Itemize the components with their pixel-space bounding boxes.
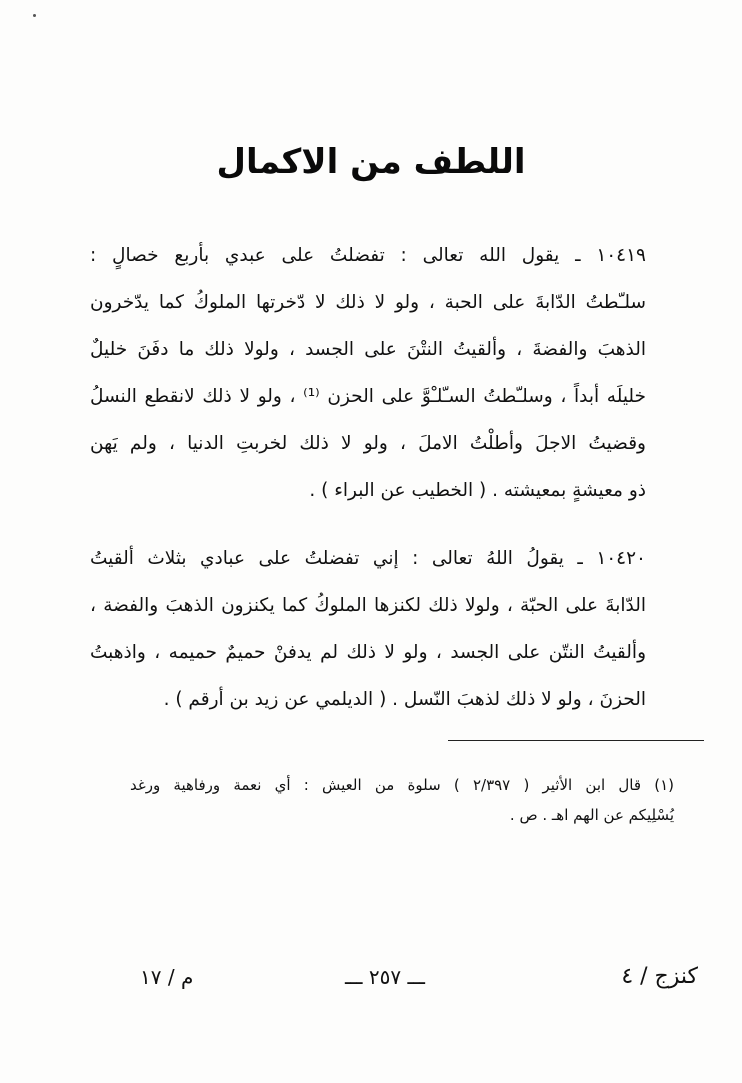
text-line: ١٠٤٢٠ ـ يقولُ اللهُ تعالى : إني تفضلتُ على عبادي بثلاث ألقيتُ [90, 548, 646, 569]
text-line: ذو معيشةٍ بمعيشته . ( الخطيب عن البراء ) . [309, 480, 646, 501]
page-speck [33, 14, 36, 17]
text-line: الحزنَ ، ولو لا ذلك لذهبَ النّسل . ( الديلمي عن زيد بن أرقم ) . [163, 689, 646, 710]
footnote-line: (١) قال ابن الأثير ( ٢/٣٩٧ ) سلوة من العيش : أي نعمة ورفاهية ورغد [130, 776, 674, 794]
footnote-divider [448, 740, 704, 741]
text-line: الدّابةَ على الحبّة ، ولولا ذلك لكنزها الملوكُ كما يكنزون الذهبَ والفضة ، [90, 595, 646, 616]
page-number: ـــ ٢٥٧ ـــ [344, 965, 426, 989]
text-line: وألقيتُ النتّن على الجسد ، ولو لا ذلك لم يدفنْ حميمٌ حميمه ، واذهبتُ [90, 642, 646, 663]
footnote-line: يُسْلِيكم عن الهم اهـ . ص . [509, 806, 674, 824]
hadith-10419 [90, 232, 646, 514]
text-line: سلـّطتُ الدّابةَ على الحبة ، ولو لا ذلك لا دّخرتها الملوكُ كما يدّخرون [90, 292, 646, 313]
text-line: وقضيتُ الاجلَ وأطلْتُ الاملَ ، ولو لا ذلك لخربتِ الدنيا ، ولم يَهن [90, 433, 646, 454]
text-line: الذهبَ والفضةَ ، وألقيتُ النتْنَ على الجسد ، ولولا ذلك ما دفَنَ خليلٌ [90, 339, 646, 360]
footer-volume-mark: كنزج / ٤ [621, 964, 698, 989]
section-title: اللطف من الاكمال [216, 142, 526, 182]
footer-signature-mark: م / ١٧ [140, 965, 194, 989]
text-line: خليلَه أبداً ، وسلـّطتُ السـّلـْوَّ على الحزن ⁽¹⁾ ، ولو لا ذلك لانقطع النسلُ [90, 386, 646, 407]
hadith-10420 [90, 535, 646, 723]
text-line: ١٠٤١٩ ـ يقول الله تعالى : تفضلتُ على عبدي بأربع خصالٍ : [90, 245, 646, 266]
footnote [130, 770, 674, 830]
